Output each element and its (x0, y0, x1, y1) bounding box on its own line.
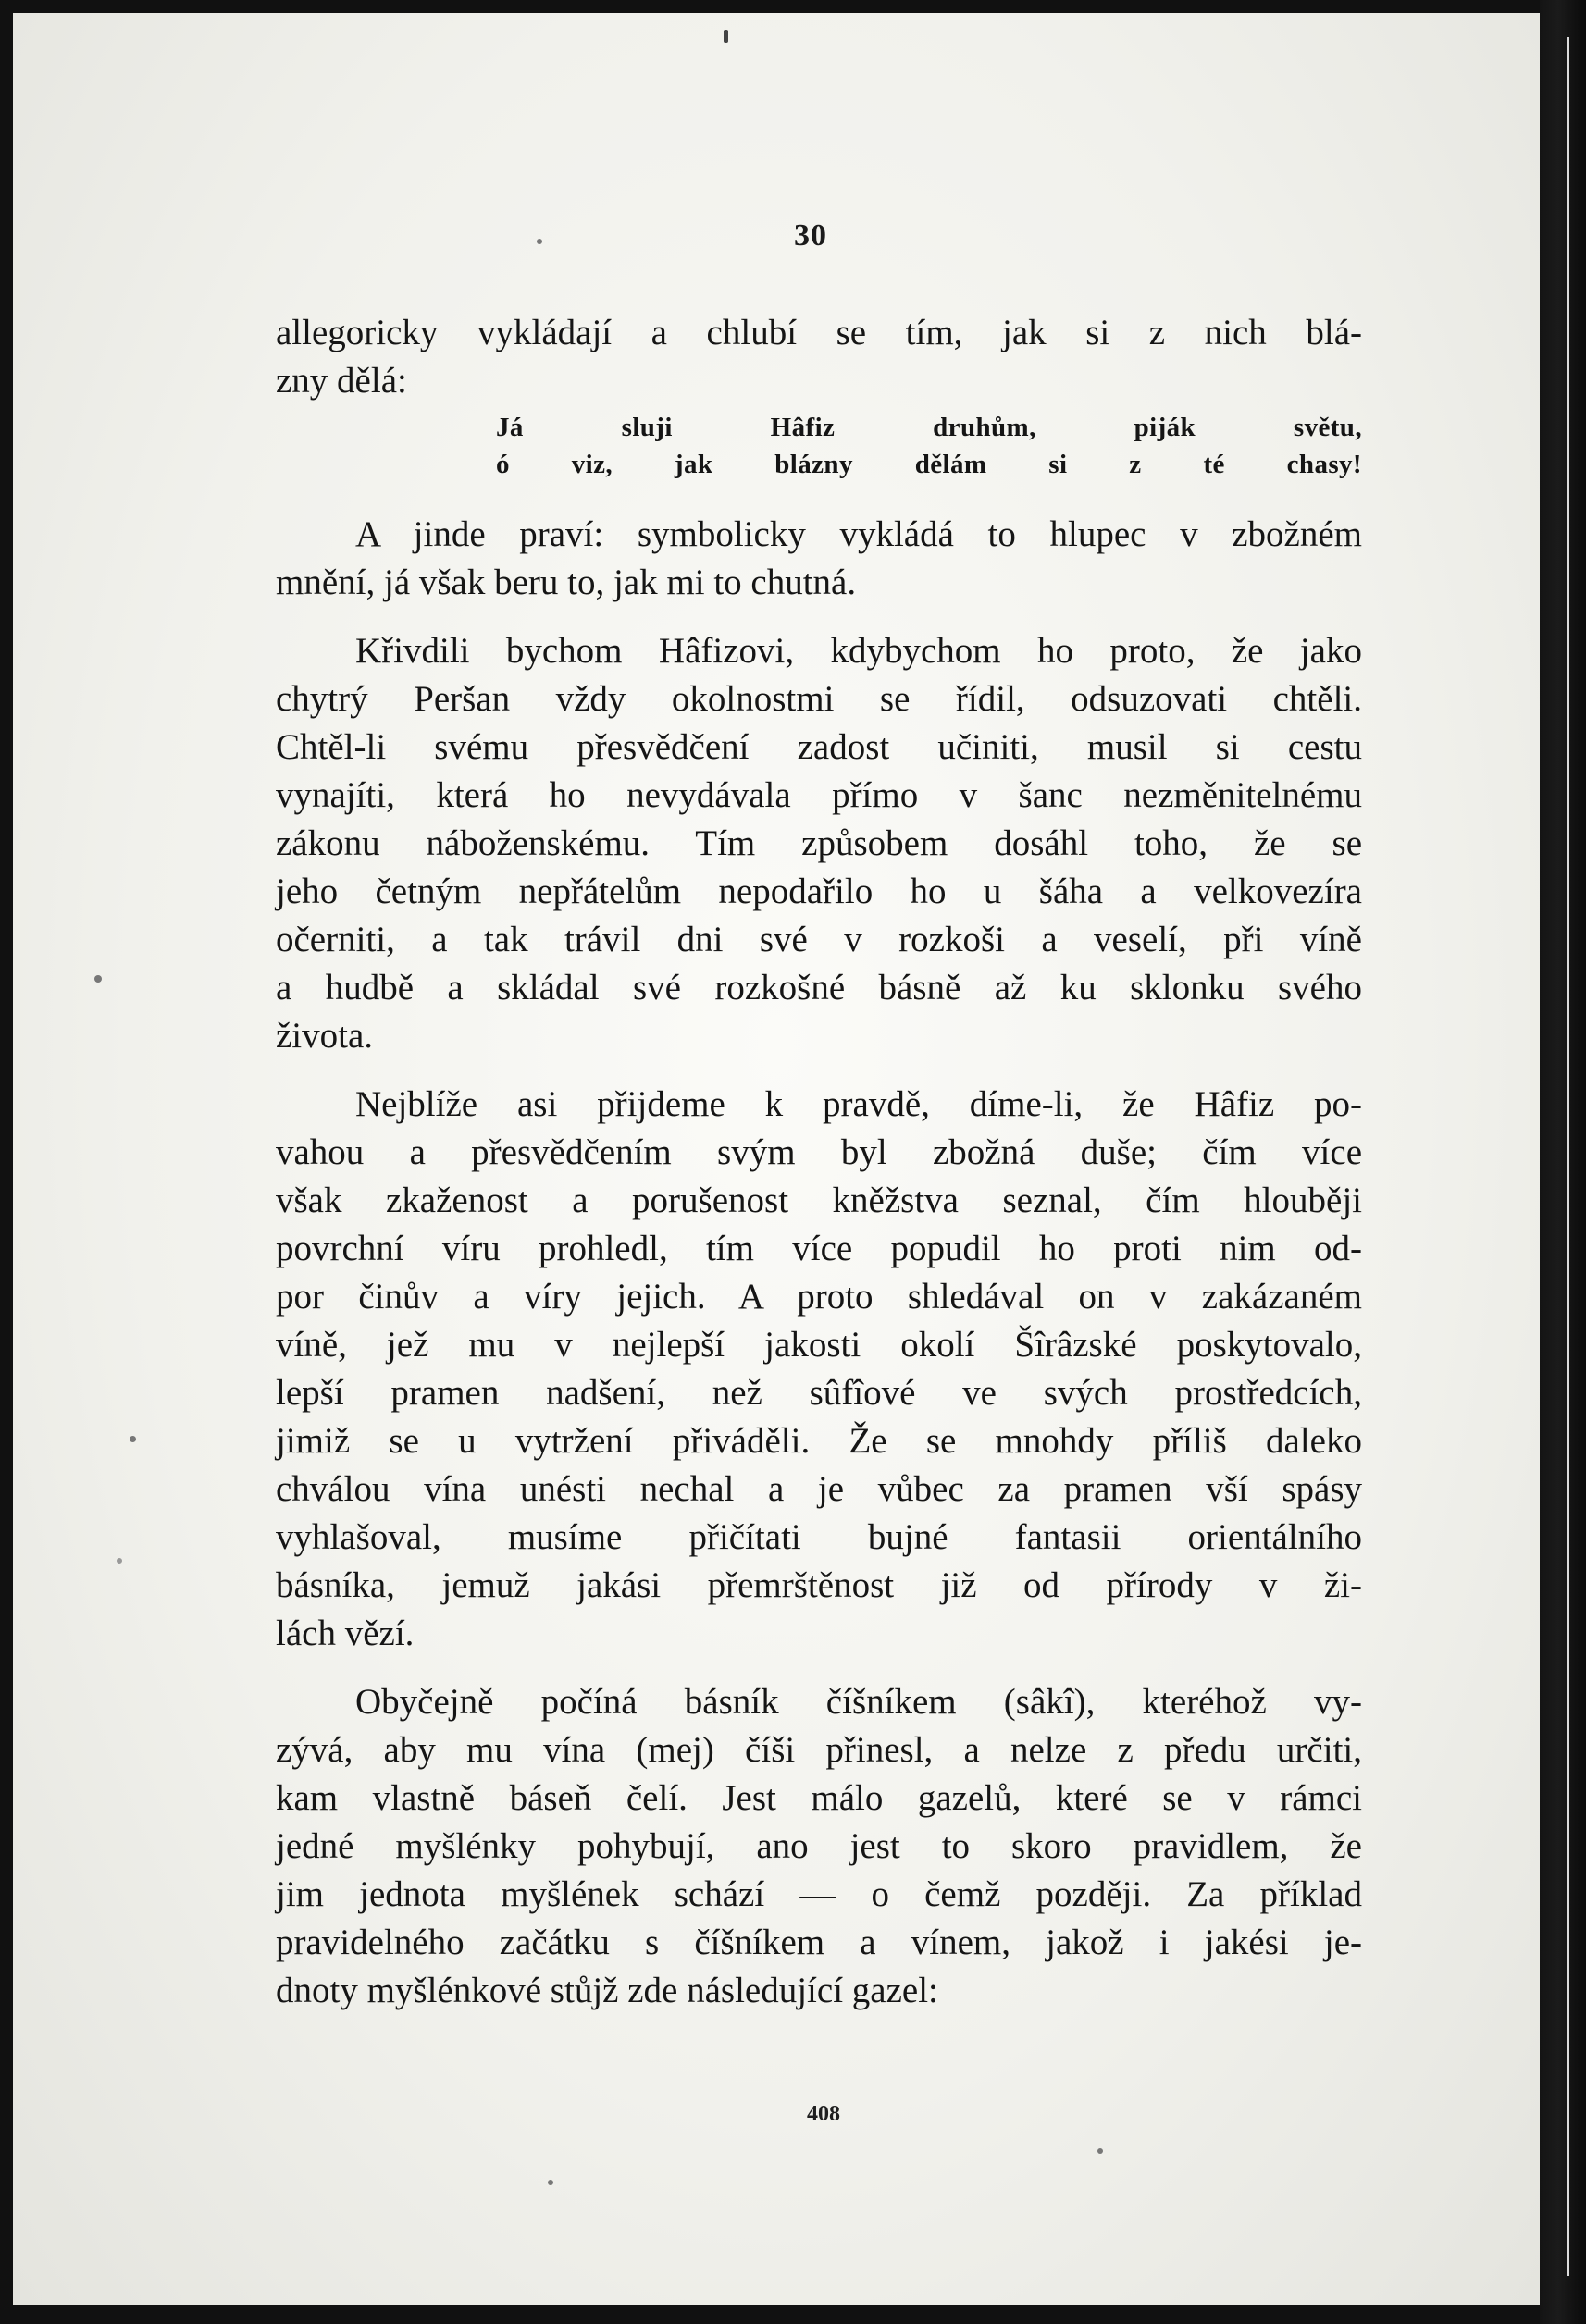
text-line: však zkaženost a porušenost kněžstva seznal, čím hlouběji (276, 1181, 1362, 1220)
text-line: chválou vína unésti nechal a je vůbec za pramen vší spásy (276, 1469, 1362, 1509)
verse-quote (276, 409, 1362, 483)
text-line: jim jednota myšlének schází — o čemž později. Za příklad (276, 1874, 1362, 1914)
text-line: zákonu náboženskému. Tím způsobem dosáhl toho, že se (276, 823, 1362, 863)
verse-line: Já sluji Hâfiz druhům, piják světu, (496, 413, 1362, 442)
text-line: dnoty myšlénkové stůjž zde následující gazel: (276, 1971, 938, 2010)
text-line: básníka, jemuž jakási přemrštěnost již od přírody v ži- (276, 1565, 1362, 1605)
text-line: života. (276, 1016, 374, 1056)
text-line: zny dělá: (276, 361, 407, 401)
text-line: a hudbě a skládal své rozkošné básně až ku sklonku svého (276, 968, 1362, 1007)
text-line: vahou a přesvědčením svým byl zbožná duše; čím více (276, 1132, 1362, 1172)
text-line: kam vlastně báseň čelí. Jest málo gazelů, které se v rámci (276, 1778, 1362, 1818)
text-line: povrchní víru prohledl, tím více popudil ho proti nim od- (276, 1229, 1362, 1268)
verse-line: ó viz, jak blázny dělám si z té chasy! (496, 450, 1362, 479)
scan-speck (537, 239, 542, 244)
text-line: lách vězí. (276, 1613, 415, 1653)
footer-number: 408 (807, 2102, 840, 2126)
text-line: jeho četným nepřátelům nepodařilo ho u šáha a velkovezíra (276, 872, 1362, 911)
page-binding-edge (1540, 0, 1586, 2324)
text-line: mnění, já však beru to, jak mi to chutná. (276, 562, 857, 602)
scan-speck (117, 1558, 122, 1564)
binding-line (1567, 37, 1569, 2276)
scan-speck (724, 30, 728, 43)
scan-speck (548, 2180, 553, 2185)
text-line: lepší pramen nadšení, než sûfîové ve svých prostředcích, (276, 1373, 1362, 1413)
text-line: allegoricky vykládají a chlubí se tím, jak si z nich blá- (276, 313, 1362, 352)
text-line: Obyčejně počíná básník číšníkem (sâkî), kteréhož vy- (355, 1682, 1362, 1722)
text-line: víně, jež mu v nejlepší jakosti okolí Šîrâzské poskytovalo, (276, 1325, 1362, 1365)
body-text (276, 309, 1362, 2015)
text-line: vyhlašoval, musíme přičítati bujné fantasii orientálního (276, 1517, 1362, 1557)
text-line: očerniti, a tak trávil dni své v rozkoši a veselí, při víně (276, 920, 1362, 959)
text-line: pravidelného začátku s číšníkem a vínem, jakož i jakési je- (276, 1922, 1362, 1962)
text-line: Chtěl-li svému přesvědčení zadost učiniti, musil si cestu (276, 727, 1362, 767)
text-line: zývá, aby mu vína (mej) číši přinesl, a nelze z předu určiti, (276, 1730, 1362, 1770)
text-line: vynajíti, která ho nevydávala přímo v šanc nezměnitelnému (276, 775, 1362, 815)
text-line: por činův a víry jejich. A proto shledával on v zakázaném (276, 1277, 1362, 1317)
scan-speck (1097, 2148, 1103, 2154)
text-line: Nejblíže asi přijdeme k pravdě, díme-li, že Hâfiz po- (355, 1084, 1362, 1124)
text-line: jedné myšlénky pohybují, ano jest to skoro pravidlem, že (276, 1826, 1362, 1866)
text-line: Křivdili bychom Hâfizovi, kdybychom ho proto, že jako (355, 631, 1362, 671)
text-line: jimiž se u vytržení přiváděli. Že se mnohdy příliš daleko (276, 1421, 1362, 1461)
scanned-page (13, 13, 1540, 2305)
text-line: A jinde praví: symbolicky vykládá to hlupec v zbožném (355, 514, 1362, 554)
scan-speck (94, 975, 102, 983)
page-number: 30 (794, 218, 827, 253)
scan-speck (130, 1436, 136, 1442)
text-line: chytrý Peršan vždy okolnostmi se řídil, odsuzovati chtěli. (276, 679, 1362, 719)
